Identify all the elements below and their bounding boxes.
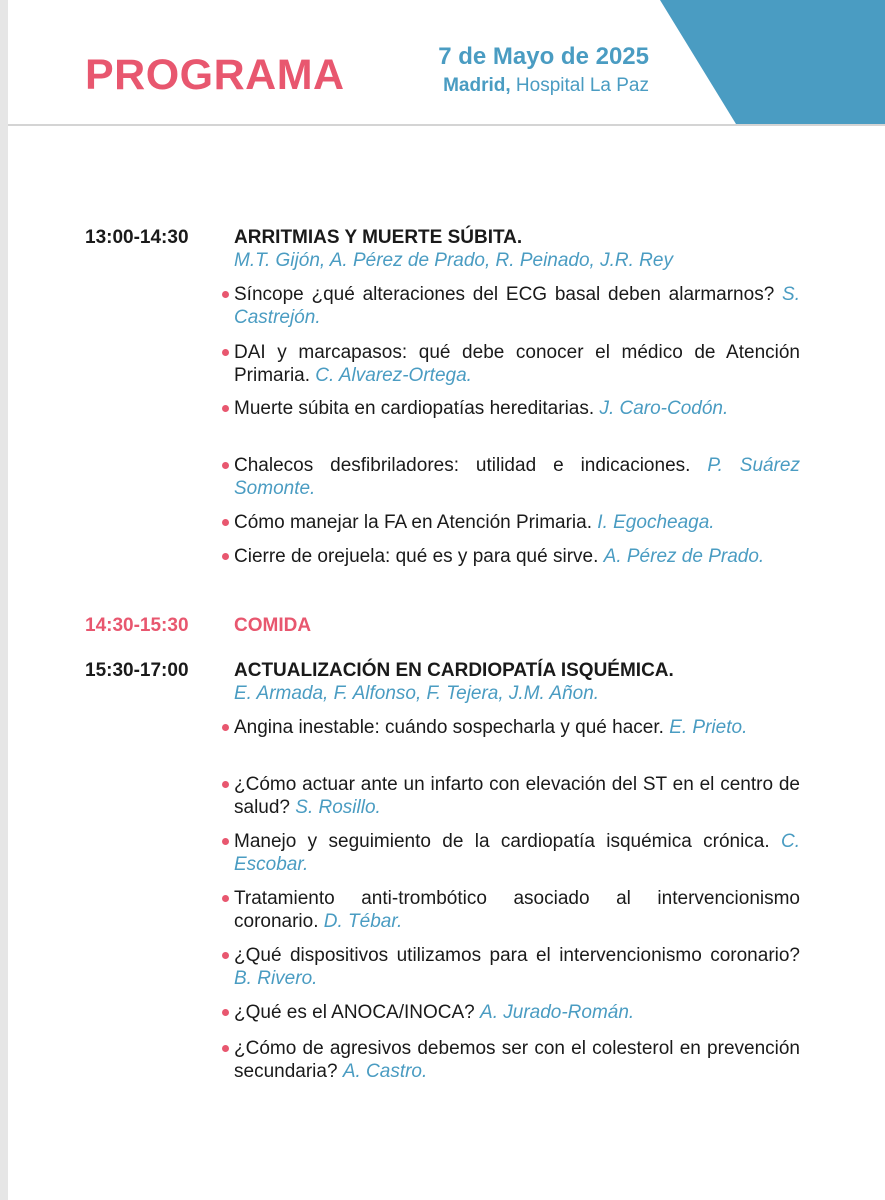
list-item (222, 341, 800, 387)
header-divider (8, 124, 885, 126)
list-item (222, 887, 800, 933)
session-time: 14:30-15:30 (85, 615, 189, 636)
session-time: 15:30-17:00 (85, 660, 189, 681)
talk-title: DAI y marcapasos: qué debe conocer el médico de Atención Primaria. (234, 342, 800, 386)
bullet-icon (222, 519, 229, 526)
list-item (222, 511, 800, 534)
talk-title: ¿Qué dispositivos utilizamos para el intervencionismo coronario? (234, 945, 800, 966)
talk-title: Tratamiento anti-trombótico asociado al intervencionismo coronario. (234, 888, 800, 932)
talk-title: Muerte súbita en cardiopatías hereditarias. (234, 398, 595, 419)
talk-title: Angina inestable: cuándo sospecharla y qué hacer. (234, 717, 664, 738)
bullet-icon (222, 462, 229, 469)
talk-speaker: J. Caro-Codón. (599, 398, 729, 419)
bullet-icon (222, 838, 229, 845)
talk-title: ¿Cómo actuar ante un infarto con elevación del ST en el centro de salud? (234, 774, 800, 818)
list-item (222, 454, 800, 500)
list-item (222, 283, 800, 329)
venue-name: Hospital La Paz (510, 75, 649, 96)
bullet-icon (222, 952, 229, 959)
bullet-icon (222, 405, 229, 412)
talk-title: Síncope ¿qué alteraciones del ECG basal deben alarmarnos? (234, 284, 775, 305)
talk-speaker: C. Alvarez-Ortega. (315, 365, 472, 386)
talk-speaker: P. Suárez Somonte. (234, 455, 800, 499)
venue-city: Madrid, (443, 75, 511, 96)
list-item (222, 830, 800, 876)
talk-title: ¿Qué es el ANOCA/INOCA? (234, 1002, 475, 1023)
list-item (222, 397, 800, 420)
session-chairs: M.T. Gijón, A. Pérez de Prado, R. Peinado, J.R. Rey (234, 250, 673, 271)
bullet-icon (222, 724, 229, 731)
talk-speaker: C. Escobar. (234, 831, 800, 875)
talk-title: Cierre de orejuela: qué es y para qué sirve. (234, 546, 599, 567)
bullet-icon (222, 895, 229, 902)
session-time: 13:00-14:30 (85, 227, 189, 248)
talk-speaker: I. Egocheaga. (597, 512, 715, 533)
talk-speaker: A. Jurado-Román. (480, 1002, 635, 1023)
header (0, 0, 885, 126)
session-title: COMIDA (234, 615, 312, 636)
talk-speaker: D. Tébar. (323, 911, 403, 932)
talk-speaker: A. Pérez de Prado. (603, 546, 765, 567)
event-date: 7 de Mayo de 2025 (438, 43, 649, 70)
talk-title: ¿Cómo de agresivos debemos ser con el colesterol en prevención secundaria? (234, 1038, 800, 1082)
talk-speaker: B. Rivero. (234, 968, 318, 989)
list-item (222, 1001, 800, 1024)
event-venue (443, 74, 649, 98)
bullet-icon (222, 1009, 229, 1016)
page-edge (0, 0, 8, 1200)
bullet-icon (222, 1045, 229, 1052)
bullet-icon (222, 291, 229, 298)
talk-title: Cómo manejar la FA en Atención Primaria. (234, 512, 593, 533)
talk-speaker: S. Rosillo. (295, 797, 381, 818)
bullet-icon (222, 553, 229, 560)
list-item (222, 716, 800, 739)
list-item (222, 1037, 800, 1083)
talk-speaker: E. Prieto. (669, 717, 748, 738)
session-title: ACTUALIZACIÓN EN CARDIOPATÍA ISQUÉMICA. (234, 660, 674, 681)
list-item (222, 545, 800, 568)
talk-speaker: A. Castro. (342, 1061, 428, 1082)
list-item (222, 944, 800, 990)
bullet-icon (222, 349, 229, 356)
talk-speaker: S. Castrejón. (234, 284, 800, 328)
talk-title: Chalecos desfibriladores: utilidad e indicaciones. (234, 455, 691, 476)
list-item (222, 773, 800, 819)
session-title: ARRITMIAS Y MUERTE SÚBITA. (234, 227, 523, 248)
talk-title: Manejo y seguimiento de la cardiopatía isquémica crónica. (234, 831, 770, 852)
page-title: PROGRAMA (85, 51, 345, 99)
bullet-icon (222, 781, 229, 788)
session-chairs: E. Armada, F. Alfonso, F. Tejera, J.M. Añon. (234, 683, 600, 704)
